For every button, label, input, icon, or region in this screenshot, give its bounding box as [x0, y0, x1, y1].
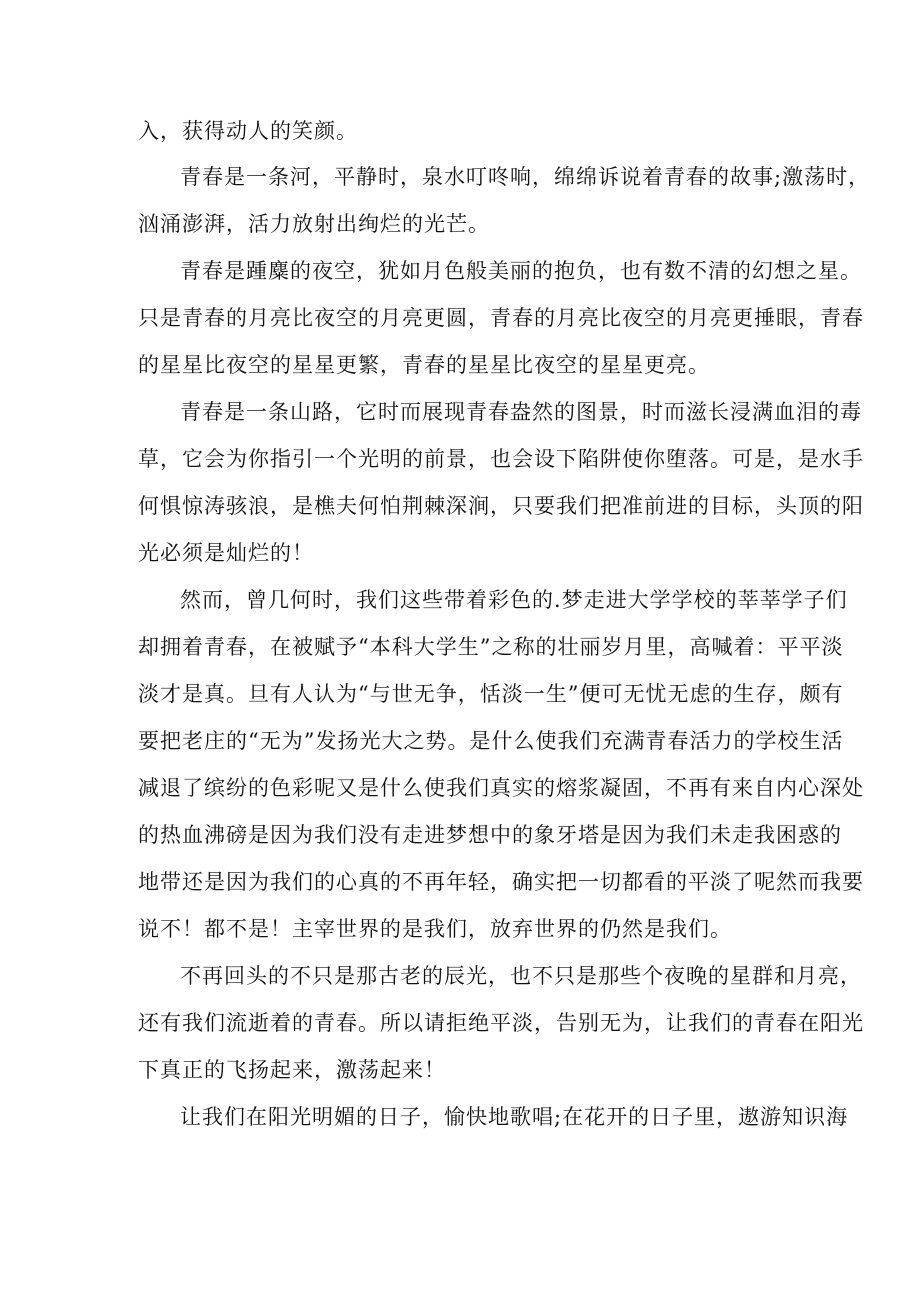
text-line: 让我们在阳光明媚的日子，愉快地歌唱;在花开的日子里，遨游知识海 [180, 1105, 849, 1129]
text-line: 的星星比夜空的星星更繁，青春的星星比夜空的星星更亮。 [138, 353, 710, 377]
text-line: 要把老庄的“无为”发扬光大之势。是什么使我们充满青春活力的学校生活 [138, 729, 844, 753]
text-line: 然而，曾几何时，我们这些带着彩色的.梦走进大学学校的莘莘学子们 [180, 588, 848, 612]
text-line: 草，它会为你指引一个光明的前景，也会设下陷阱使你堕落。可是，是水手 [138, 447, 864, 471]
text-line: 淡才是真。旦有人认为“与世无争，恬淡一生”便可无忧无虑的生存，颇有 [138, 682, 844, 706]
text-line: 下真正的飞扬起来，激荡起来！ [138, 1058, 446, 1082]
text-line: 青春是一条山路，它时而展现青春盎然的图景，时而滋长浸满血泪的毒 [180, 400, 862, 424]
text-line: 汹涌澎湃，活力放射出绚烂的光芒。 [138, 212, 490, 236]
text-line: 不再回头的不只是那古老的辰光，也不只是那些个夜晚的星群和月亮， [180, 964, 862, 988]
text-line: 入，获得动人的笑颜。 [138, 119, 358, 143]
text-line: 何惧惊涛骇浪，是樵夫何怕荆棘深涧，只要我们把准前进的目标，头顶的阳 [138, 494, 864, 518]
text-line: 减退了缤纷的色彩呢又是什么使我们真实的熔浆凝固，不再有来自内心深处 [138, 776, 864, 800]
text-line: 地带还是因为我们的心真的不再年轻，确实把一切都看的平淡了呢然而我要 [138, 870, 864, 894]
text-line: 光必须是灿烂的！ [138, 541, 314, 565]
text-line: 还有我们流逝着的青春。所以请拒绝平淡，告别无为，让我们的青春在阳光 [138, 1011, 864, 1035]
text-line: 青春是踵麋的夜空，犹如月色般美丽的抱负，也有数不清的幻想之星。 [180, 259, 862, 283]
text-line: 却拥着青春，在被赋予“本科大学生”之称的壮丽岁月里，高喊着：平平淡 [138, 635, 844, 659]
text-line: 只是青春的月亮比夜空的月亮更圆，青春的月亮比夜空的月亮更捶眼，青春 [138, 306, 864, 330]
text-line: 的热血沸磅是因为我们没有走进梦想中的象牙塔是因为我们未走我困惑的 [138, 823, 842, 847]
text-line: 说不！都不是！主宰世界的是我们，放弃世界的仍然是我们。 [138, 917, 732, 941]
text-line: 青春是一条河，平静时，泉水叮咚响，绵绵诉说着青春的故事;激荡时， [180, 165, 871, 189]
